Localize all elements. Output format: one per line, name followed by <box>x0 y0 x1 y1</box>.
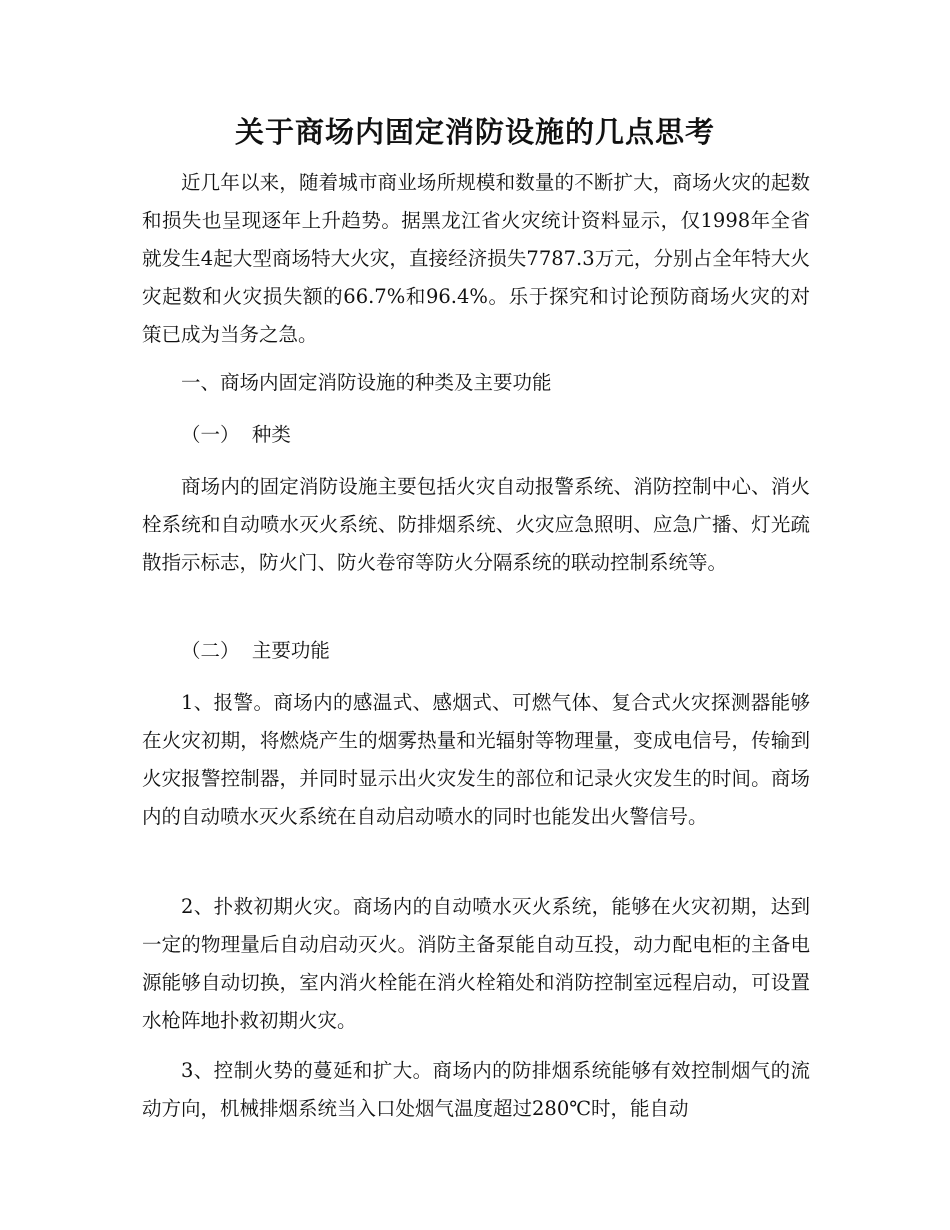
intro-paragraph: 近几年以来，随着城市商业场所规模和数量的不断扩大，商场火灾的起数和损失也呈现逐年上升趋势。据黑龙江省火灾统计资料显示，仅1998年全省就发生4起大型商场特大火灾，直接经济损失7787.3万元，分别占全年特大火灾起数和火灾损失额的66.7%和96.4%。乐于探究和讨论预防商场火灾的对策已成为当务之急。 <box>142 171 810 346</box>
subsection-heading-types: （一） 种类 <box>181 423 291 446</box>
subsection-heading-functions: （二） 主要功能 <box>181 639 330 662</box>
function-control-paragraph: 3、控制火势的蔓延和扩大。商场内的防排烟系统能够有效控制烟气的流动方向，机械排烟系统当入口处烟气温度超过280℃时，能自动 <box>142 1059 810 1120</box>
section-heading: 一、商场内固定消防设施的种类及主要功能 <box>181 371 552 394</box>
types-paragraph: 商场内的固定消防设施主要包括火灾自动报警系统、消防控制中心、消火栓系统和自动喷水灭火系统、防排烟系统、火灾应急照明、应急广播、灯光疏散指示标志，防火门、防火卷帘等防火分隔系统的联动控制系统等。 <box>142 475 810 574</box>
document-title: 关于商场内固定消防设施的几点思考 <box>234 115 715 149</box>
function-alarm-paragraph: 1、报警。商场内的感温式、感烟式、可燃气体、复合式火灾探测器能够在火灾初期，将燃烧产生的烟雾热量和光辐射等物理量，变成电信号，传输到火灾报警控制器，并同时显示出火灾发生的部位和记录火灾发生的时间。商场内的自动喷水灭火系统在自动启动喷水的同时也能发出火警信号。 <box>142 691 810 828</box>
function-extinguish-paragraph: 2、扑救初期火灾。商场内的自动喷水灭火系统，能够在火灾初期，达到一定的物理量后自动启动灭火。消防主备泵能自动互投，动力配电柜的主备电源能够自动切换，室内消火栓能在消火栓箱处和消防控制室远程启动，可设置水枪阵地扑救初期火灾。 <box>142 895 810 1032</box>
